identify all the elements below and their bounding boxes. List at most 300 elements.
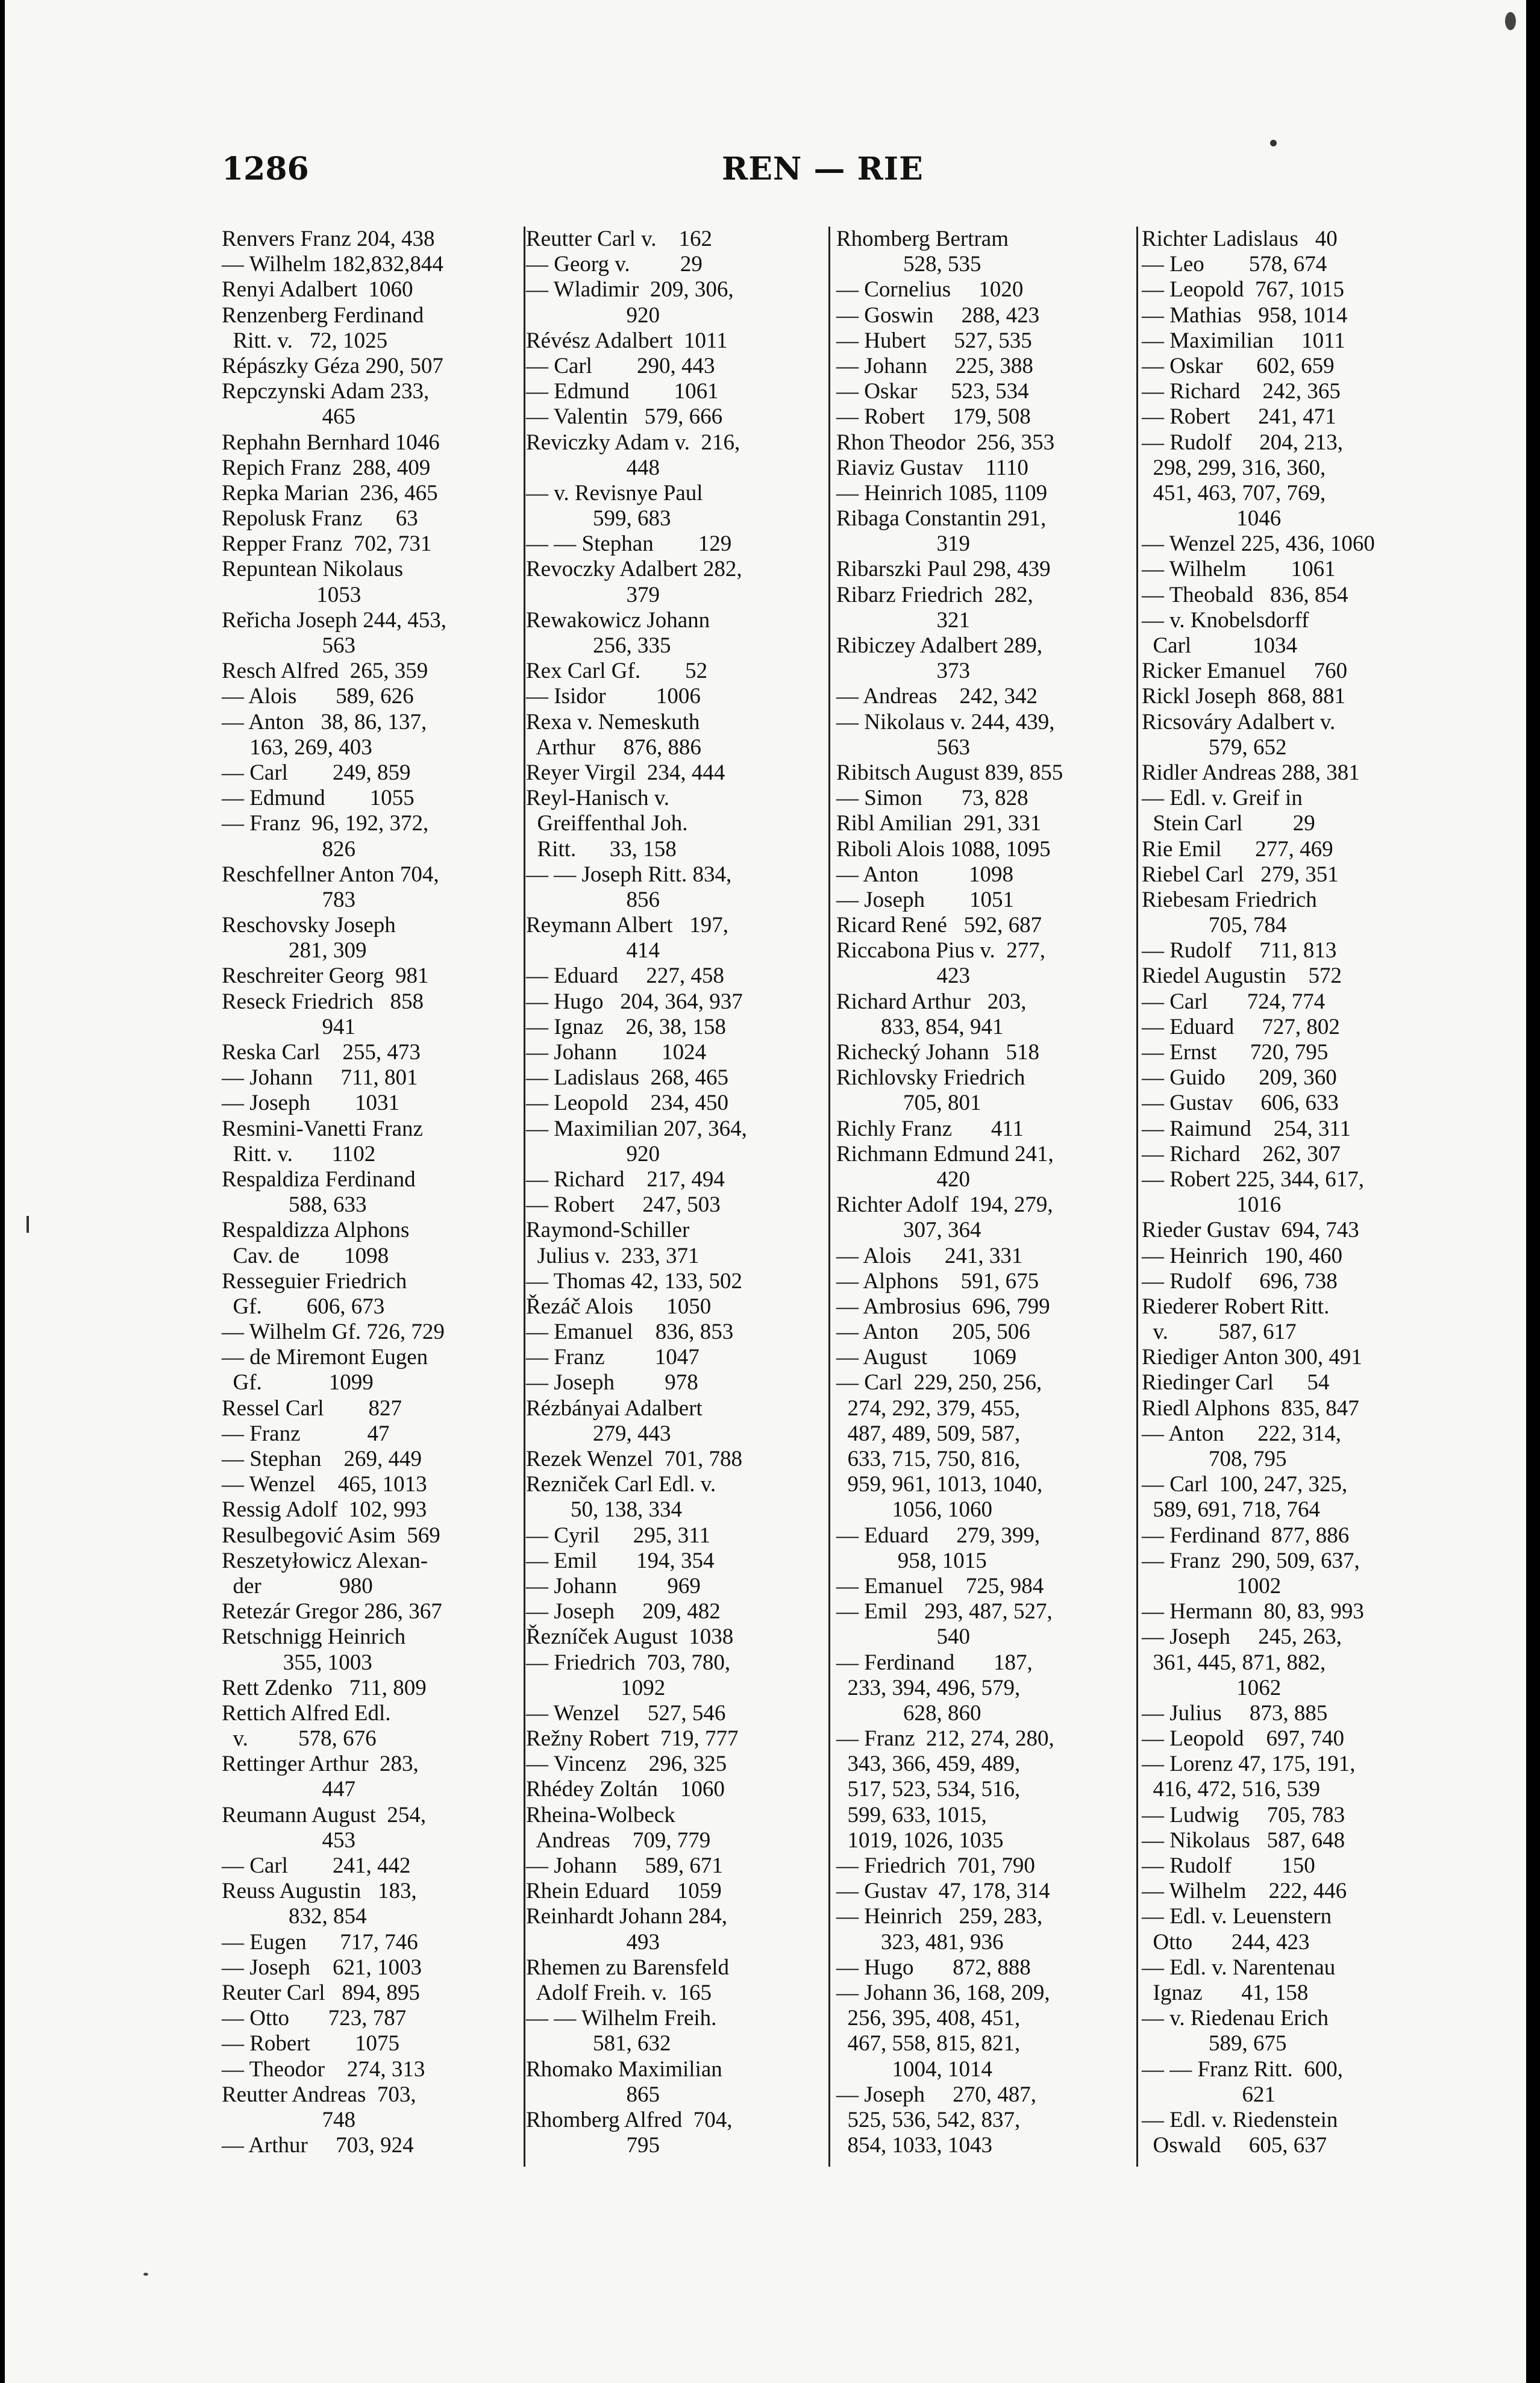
index-entry: Rett Zdenko 711, 809: [222, 1675, 427, 1700]
index-entry: Ribiczey Adalbert 289,: [836, 633, 1043, 658]
index-entry: Reviczky Adam v. 216,: [526, 430, 740, 455]
index-entry: Rhomako Maximilian: [526, 2056, 722, 2082]
index-column-1: [222, 227, 520, 2191]
index-entry: Ressig Adolf 102, 993: [222, 1497, 427, 1523]
index-entry: Richlovsky Friedrich: [836, 1065, 1025, 1091]
index-entry: — Richard 217, 494: [526, 1166, 725, 1192]
index-entry: — Carl 249, 859: [222, 760, 411, 785]
index-entry: — Maximilian 1011: [1142, 328, 1345, 353]
index-entry: Ribaga Constantin 291,: [836, 506, 1047, 531]
index-entry: 423: [836, 963, 970, 989]
index-entry: Reyl-Hanisch v.: [526, 786, 670, 811]
index-entry: Řezníček August 1038: [526, 1624, 734, 1650]
index-entry: — Mathias 958, 1014: [1142, 302, 1348, 328]
index-entry: 451, 463, 707, 769,: [1142, 480, 1326, 506]
index-entry: — Andreas 242, 342: [836, 684, 1038, 709]
index-entry: 958, 1015: [836, 1548, 987, 1573]
index-entry: — Heinrich 1085, 1109: [836, 480, 1048, 506]
index-entry: Reska Carl 255, 473: [222, 1040, 421, 1065]
index-entry: 319: [836, 531, 970, 557]
index-entry: — Wilhelm 182,832,844: [222, 252, 443, 277]
index-entry: 281, 309: [222, 938, 367, 963]
index-entry: — Theobald 836, 854: [1142, 582, 1348, 607]
index-entry: — Hugo 204, 364, 937: [526, 989, 743, 1014]
index-entry: — Gustav 47, 178, 314: [836, 1879, 1050, 1904]
index-entry: Ricker Emanuel 760: [1142, 659, 1348, 684]
index-entry: — Joseph 270, 487,: [836, 2082, 1036, 2107]
index-entry: — Ignaz 26, 38, 158: [526, 1014, 726, 1039]
index-entry: 416, 472, 516, 539: [1142, 1777, 1320, 1802]
index-entry: Rhomberg Bertram: [836, 227, 1009, 251]
index-entry: Reseck Friedrich 858: [222, 989, 424, 1014]
index-entry: — Oskar 602, 659: [1142, 353, 1335, 378]
index-entry: Ribarszki Paul 298, 439: [836, 557, 1051, 582]
index-entry: Reymann Albert 197,: [526, 913, 729, 938]
index-entry: 279, 443: [526, 1421, 671, 1446]
index-entry: — Ferdinand 877, 886: [1142, 1523, 1350, 1548]
index-entry: Reumann August 254,: [222, 1802, 427, 1827]
index-entry: Rie Emil 277, 469: [1142, 836, 1333, 862]
index-entry: Richecký Johann 518: [836, 1040, 1040, 1065]
index-entry: Reyer Virgil 234, 444: [526, 760, 725, 785]
index-entry: 599, 633, 1015,: [836, 1802, 987, 1827]
index-entry: Ignaz 41, 158: [1142, 1980, 1309, 2005]
index-entry: 621: [1142, 2082, 1276, 2107]
index-entry: 705, 784: [1142, 913, 1287, 938]
index-entry: 783: [222, 887, 355, 912]
index-entry: Richly Franz 411: [836, 1116, 1024, 1141]
index-entry: Riedel Augustin 572: [1142, 963, 1342, 989]
index-entry: Riaviz Gustav 1110: [836, 455, 1028, 480]
index-entry: Rieder Gustav 694, 743: [1142, 1218, 1359, 1243]
index-entry: Ritt. 33, 158: [526, 836, 677, 862]
index-entry: — Ferdinand 187,: [836, 1650, 1033, 1675]
index-entry: — Franz 1047: [526, 1345, 700, 1370]
index-entry: 708, 795: [1142, 1447, 1287, 1471]
index-entry: Richter Adolf 194, 279,: [836, 1192, 1053, 1218]
index-entry: Ressel Carl 827: [222, 1395, 402, 1421]
index-entry: 414: [526, 938, 660, 963]
index-entry: 1004, 1014: [836, 2056, 992, 2082]
index-entry: Ribarz Friedrich 282,: [836, 582, 1033, 607]
index-entry: 1092: [526, 1675, 666, 1700]
index-entry: 832, 854: [222, 1904, 367, 1929]
index-entry: 920: [526, 302, 660, 328]
index-entry: — — Franz Ritt. 600,: [1142, 2056, 1344, 2082]
index-entry: 307, 364: [836, 1218, 981, 1243]
index-entry: 233, 394, 496, 579,: [836, 1675, 1021, 1700]
index-entry: v. 587, 617: [1142, 1320, 1297, 1345]
index-entry: Rezniček Carl Edl. v.: [526, 1472, 716, 1497]
index-entry: 941: [222, 1014, 355, 1039]
index-entry: 865: [526, 2082, 660, 2107]
index-entry: — Hubert 527, 535: [836, 328, 1032, 353]
index-entry: 1056, 1060: [836, 1497, 992, 1523]
print-dot: [1270, 140, 1277, 146]
index-entry: Rhemen zu Barensfeld: [526, 1955, 729, 1980]
index-entry: 361, 445, 871, 882,: [1142, 1650, 1326, 1675]
index-entry: Ribl Amilian 291, 331: [836, 811, 1042, 836]
index-entry: — Wilhelm 1061: [1142, 557, 1336, 582]
index-entry: — Friedrich 701, 790: [836, 1853, 1035, 1878]
index-entry: — Robert 247, 503: [526, 1192, 721, 1218]
index-entry: — Edl. v. Narentenau: [1142, 1955, 1336, 1980]
index-entry: 1019, 1026, 1035: [836, 1827, 1004, 1853]
index-entry: — Eugen 717, 746: [222, 1929, 418, 1955]
margin-mark: [27, 1216, 29, 1233]
index-entry: — Nikolaus 587, 648: [1142, 1827, 1345, 1853]
index-entry: — Leo 578, 674: [1142, 252, 1327, 277]
index-entry: Renzenberg Ferdinand: [222, 302, 424, 328]
index-entry: 1062: [1142, 1675, 1282, 1700]
index-entry: Gf. 606, 673: [222, 1294, 385, 1319]
index-entry: — Emanuel 836, 853: [526, 1320, 734, 1345]
index-entry: Reuss Augustin 183,: [222, 1879, 417, 1904]
index-entry: 323, 481, 936: [836, 1929, 1004, 1955]
index-entry: — Anton 205, 506: [836, 1320, 1030, 1345]
index-entry: — Heinrich 190, 460: [1142, 1243, 1342, 1268]
index-entry: Gf. 1099: [222, 1370, 374, 1395]
index-entry: — Isidor 1006: [526, 684, 701, 709]
index-entry: — — Stephan 129: [526, 531, 732, 557]
index-entry: — Franz 212, 274, 280,: [836, 1726, 1054, 1752]
index-entry: v. 578, 676: [222, 1726, 377, 1752]
index-entry: Rickl Joseph 868, 881: [1142, 684, 1346, 709]
index-entry: — Alois 589, 626: [222, 684, 414, 709]
index-entry: 920: [526, 1141, 660, 1166]
index-entry: Reschovsky Joseph: [222, 913, 396, 938]
index-entry: Carl 1034: [1142, 633, 1297, 658]
index-entry: Rhon Theodor 256, 353: [836, 430, 1055, 455]
index-entry: 355, 1003: [222, 1650, 372, 1675]
index-entry: — Ernst 720, 795: [1142, 1040, 1329, 1065]
index-entry: — Richard 262, 307: [1142, 1141, 1341, 1166]
index-entry: 959, 961, 1013, 1040,: [836, 1472, 1043, 1497]
index-entry: Revoczky Adalbert 282,: [526, 557, 742, 582]
index-entry: Julius v. 233, 371: [526, 1243, 700, 1268]
index-entry: Repczynski Adam 233,: [222, 379, 430, 404]
column-rule: [1136, 227, 1138, 2167]
index-entry: 795: [526, 2133, 660, 2158]
index-entry: Reschreiter Georg 981: [222, 963, 429, 989]
index-entry: 1053: [222, 582, 362, 607]
index-entry: 274, 292, 379, 455,: [836, 1395, 1021, 1421]
index-entry: 528, 535: [836, 252, 981, 277]
index-entry: — Johann 36, 168, 209,: [836, 1980, 1050, 2005]
index-entry: — Rudolf 711, 813: [1142, 938, 1337, 963]
index-entry: 563: [222, 633, 355, 658]
page-header: [5, 151, 1526, 199]
index-entry: — v. Riedenau Erich: [1142, 2006, 1329, 2031]
index-entry: 373: [836, 659, 970, 684]
index-entry: Andreas 709, 779: [526, 1827, 711, 1853]
column-rule: [524, 227, 525, 2167]
index-column-4: [1142, 227, 1440, 2191]
index-entry: 856: [526, 887, 660, 912]
index-entry: 826: [222, 836, 355, 862]
index-entry: Rewakowicz Johann: [526, 607, 710, 633]
index-entry: — Lorenz 47, 175, 191,: [1142, 1752, 1356, 1777]
index-entry: — Rudolf 150: [1142, 1853, 1315, 1878]
index-entry: — Johann 969: [526, 1573, 701, 1599]
index-entry: — Vincenz 296, 325: [526, 1752, 727, 1777]
index-entry: Rexa v. Nemeskuth: [526, 709, 700, 734]
index-entry: — Franz 96, 192, 372,: [222, 811, 429, 836]
index-entry: — Edl. v. Greif in: [1142, 786, 1303, 811]
index-entry: Arthur 876, 886: [526, 734, 701, 760]
index-entry: 298, 299, 316, 360,: [1142, 455, 1326, 480]
index-entry: der 980: [222, 1573, 373, 1599]
index-entry: — Rudolf 696, 738: [1142, 1268, 1338, 1294]
index-entry: — Simon 73, 828: [836, 786, 1028, 811]
index-entry: Riedinger Carl 54: [1142, 1370, 1330, 1395]
index-entry: 633, 715, 750, 816,: [836, 1447, 1021, 1471]
index-entry: Retezár Gregor 286, 367: [222, 1599, 442, 1624]
index-entry: 465: [222, 404, 355, 430]
index-entry: — Joseph 621, 1003: [222, 1955, 422, 1980]
index-entry: — Rudolf 204, 213,: [1142, 430, 1344, 455]
index-column-3: [836, 227, 1135, 2191]
index-entry: 589, 691, 718, 764: [1142, 1497, 1320, 1523]
index-entry: — Carl 229, 250, 256,: [836, 1370, 1042, 1395]
index-entry: Repich Franz 288, 409: [222, 455, 431, 480]
index-entry: — Carl 290, 443: [526, 353, 715, 378]
index-entry: Rheina-Wolbeck: [526, 1802, 675, 1827]
index-entry: Renyi Adalbert 1060: [222, 277, 413, 302]
index-entry: Répászky Géza 290, 507: [222, 353, 443, 378]
index-entry: Richmann Edmund 241,: [836, 1141, 1054, 1166]
index-entry: — Julius 873, 885: [1142, 1700, 1328, 1726]
index-entry: — Hugo 872, 888: [836, 1955, 1031, 1980]
index-entry: Reřicha Joseph 244, 453,: [222, 607, 447, 633]
index-entry: Adolf Freih. v. 165: [526, 1980, 712, 2005]
index-entry: — Edmund 1061: [526, 379, 719, 404]
index-entry: Reschfellner Anton 704,: [222, 862, 439, 887]
index-entry: — Franz 290, 509, 637,: [1142, 1548, 1360, 1573]
index-entry: Riccabona Pius v. 277,: [836, 938, 1046, 963]
index-entry: — Emanuel 725, 984: [836, 1573, 1044, 1599]
index-entry: — v. Knobelsdorff: [1142, 607, 1309, 633]
index-entry: Resmini-Vanetti Franz: [222, 1116, 423, 1141]
index-entry: Ritt. v. 1102: [222, 1141, 376, 1166]
index-entry: — Franz 47: [222, 1421, 390, 1446]
index-entry: — Wilhelm Gf. 726, 729: [222, 1320, 445, 1345]
index-entry: — Oskar 523, 534: [836, 379, 1029, 404]
index-entry: — Emil 293, 487, 527,: [836, 1599, 1053, 1624]
index-entry: — Thomas 42, 133, 502: [526, 1268, 743, 1294]
index-entry: — Carl 100, 247, 325,: [1142, 1472, 1348, 1497]
index-entry: — — Joseph Ritt. 834,: [526, 862, 732, 887]
index-entry: — Joseph 1031: [222, 1091, 399, 1116]
index-entry: — Carl 724, 774: [1142, 989, 1326, 1014]
index-entry: — Anton 1098: [836, 862, 1013, 887]
index-entry: Rézbányai Adalbert: [526, 1395, 703, 1421]
index-entry: Richard Arthur 203,: [836, 989, 1027, 1014]
index-entry: Reutter Carl v. 162: [526, 227, 712, 251]
index-entry: — Robert 225, 344, 617,: [1142, 1166, 1364, 1192]
index-entry: — Joseph 245, 263,: [1142, 1624, 1342, 1650]
index-entry: Reutter Andreas 703,: [222, 2082, 416, 2107]
index-entry: — Heinrich 259, 283,: [836, 1904, 1043, 1929]
index-entry: — Guido 209, 360: [1142, 1065, 1337, 1091]
index-entry: 256, 335: [526, 633, 671, 658]
index-entry: Greiffenthal Joh.: [526, 811, 688, 836]
index-entry: 1002: [1142, 1573, 1282, 1599]
index-entry: — Valentin 579, 666: [526, 404, 723, 430]
index-entry: Reuter Carl 894, 895: [222, 1980, 420, 2005]
index-entry: — Stephan 269, 449: [222, 1447, 422, 1471]
index-entry: — Georg v. 29: [526, 252, 703, 277]
index-entry: 487, 489, 509, 587,: [836, 1421, 1021, 1446]
index-entry: Ritt. v. 72, 1025: [222, 328, 388, 353]
index-entry: 705, 801: [836, 1091, 981, 1116]
index-entry: — Raimund 254, 311: [1142, 1116, 1351, 1141]
index-entry: 540: [836, 1624, 970, 1650]
index-entry: — Joseph 978: [526, 1370, 698, 1395]
index-entry: 448: [526, 455, 660, 480]
index-entry: — Wenzel 527, 546: [526, 1700, 726, 1726]
index-entry: Reszetyłowicz Alexan-: [222, 1548, 428, 1573]
index-entry: — Hermann 80, 83, 993: [1142, 1599, 1364, 1624]
index-entry: Resseguier Friedrich: [222, 1268, 407, 1294]
index-entry: Rephahn Bernhard 1046: [222, 430, 440, 455]
page-number: 1286: [222, 151, 309, 187]
column-rule: [828, 227, 830, 2167]
index-entry: — Arthur 703, 924: [222, 2133, 414, 2158]
index-entry: Respaldizza Alphons: [222, 1218, 410, 1243]
index-entry: Řezáč Alois 1050: [526, 1294, 712, 1319]
index-entry: — Eduard 227, 458: [526, 963, 724, 989]
index-entry: Ricard René 592, 687: [836, 913, 1042, 938]
index-entry: — Wenzel 225, 436, 1060: [1142, 531, 1375, 557]
index-entry: — Carl 241, 442: [222, 1853, 411, 1878]
index-entry: Rhein Eduard 1059: [526, 1879, 722, 1904]
index-entry: 447: [222, 1777, 355, 1802]
index-entry: Riediger Anton 300, 491: [1142, 1345, 1362, 1370]
index-entry: Rettinger Arthur 283,: [222, 1752, 419, 1777]
index-entry: — Johann 589, 671: [526, 1853, 723, 1878]
index-entry: 256, 395, 408, 451,: [836, 2006, 1021, 2031]
index-entry: Rhomberg Alfred 704,: [526, 2107, 733, 2132]
index-entry: Cav. de 1098: [222, 1243, 389, 1268]
index-entry: — Cornelius 1020: [836, 277, 1024, 302]
index-entry: Ridler Andreas 288, 381: [1142, 760, 1360, 785]
index-entry: 467, 558, 815, 821,: [836, 2031, 1021, 2056]
index-entry: 1046: [1142, 506, 1282, 531]
index-entry: Riedl Alphons 835, 847: [1142, 1395, 1359, 1421]
index-entry: Riebel Carl 279, 351: [1142, 862, 1339, 887]
index-entry: — — Wilhelm Freih.: [526, 2006, 717, 2031]
index-entry: — Eduard 727, 802: [1142, 1014, 1340, 1039]
index-entry: — Joseph 209, 482: [526, 1599, 721, 1624]
index-entry: Rex Carl Gf. 52: [526, 659, 708, 684]
index-entry: Riboli Alois 1088, 1095: [836, 836, 1051, 862]
index-entry: Ricsováry Adalbert v.: [1142, 709, 1336, 734]
index-entry: 343, 366, 459, 489,: [836, 1752, 1021, 1777]
index-entry: 163, 269, 403: [222, 734, 372, 760]
index-entry: 854, 1033, 1043: [836, 2133, 992, 2158]
index-column-2: [526, 227, 824, 2191]
index-entry: — Alois 241, 331: [836, 1243, 1023, 1268]
index-entry: 525, 536, 542, 837,: [836, 2107, 1021, 2132]
index-entry: — Ludwig 705, 783: [1142, 1802, 1345, 1827]
index-entry: Otto 244, 423: [1142, 1929, 1310, 1955]
index-entry: 563: [836, 734, 970, 760]
index-entry: — Johann 711, 801: [222, 1065, 418, 1091]
index-entry: — Theodor 274, 313: [222, 2056, 425, 2082]
index-entry: — Leopold 767, 1015: [1142, 277, 1345, 302]
index-entry: Richter Ladislaus 40: [1142, 227, 1338, 251]
index-entry: Resulbegović Asim 569: [222, 1523, 440, 1548]
index-entry: Repolusk Franz 63: [222, 506, 418, 531]
index-entry: Riebesam Friedrich: [1142, 887, 1317, 912]
index-entry: Riederer Robert Ritt.: [1142, 1294, 1330, 1319]
index-entry: — Emil 194, 354: [526, 1548, 715, 1573]
index-entry: 588, 633: [222, 1192, 367, 1218]
index-entry: 589, 675: [1142, 2031, 1287, 2056]
index-entry: Repka Marian 236, 465: [222, 480, 438, 506]
index-entry: Repper Franz 702, 731: [222, 531, 432, 557]
index-entry: 517, 523, 534, 516,: [836, 1777, 1021, 1802]
index-entry: 833, 854, 941: [836, 1014, 1004, 1039]
index-entry: — Robert 241, 471: [1142, 404, 1336, 430]
index-entry: 379: [526, 582, 660, 607]
index-entry: 453: [222, 1827, 355, 1853]
index-entry: — Edmund 1055: [222, 786, 415, 811]
index-entry: Rezek Wenzel 701, 788: [526, 1447, 743, 1471]
index-entry: 1016: [1142, 1192, 1282, 1218]
index-entry: — Alphons 591, 675: [836, 1268, 1039, 1294]
index-entry: Reinhardt Johann 284,: [526, 1904, 727, 1929]
speck: [1505, 12, 1516, 30]
index-entry: — Otto 723, 787: [222, 2006, 407, 2031]
index-entry: Raymond-Schiller: [526, 1218, 690, 1243]
index-entry: Respaldiza Ferdinand: [222, 1166, 416, 1192]
index-entry: — de Miremont Eugen: [222, 1345, 428, 1370]
index-entry: — Edl. v. Leuenstern: [1142, 1904, 1332, 1929]
book-page: [5, 0, 1526, 2383]
index-entry: — Eduard 279, 399,: [836, 1523, 1041, 1548]
index-entry: 420: [836, 1166, 970, 1192]
index-entry: 599, 683: [526, 506, 671, 531]
index-entry: — Wilhelm 222, 446: [1142, 1879, 1347, 1904]
index-entry: — August 1069: [836, 1345, 1017, 1370]
index-entry: — Johann 225, 388: [836, 353, 1033, 378]
index-entry: 579, 652: [1142, 734, 1287, 760]
index-entry: — Goswin 288, 423: [836, 302, 1040, 328]
index-entry: 321: [836, 607, 970, 633]
index-entry: Stein Carl 29: [1142, 811, 1315, 836]
index-entry: — Ambrosius 696, 799: [836, 1294, 1050, 1319]
index-entry: — Robert 1075: [222, 2031, 399, 2056]
index-entry: — Friedrich 703, 780,: [526, 1650, 731, 1675]
index-entry: — Ladislaus 268, 465: [526, 1065, 729, 1091]
index-entry: — Anton 38, 86, 137,: [222, 709, 427, 734]
index-entry: Resch Alfred 265, 359: [222, 659, 428, 684]
index-entry: — Robert 179, 508: [836, 404, 1031, 430]
speck: [143, 2273, 148, 2276]
index-entry: Oswald 605, 637: [1142, 2133, 1327, 2158]
index-entry: — Gustav 606, 633: [1142, 1091, 1339, 1116]
index-entry: — Leopold 234, 450: [526, 1091, 729, 1116]
index-entry: — Richard 242, 365: [1142, 379, 1341, 404]
index-entry: Renvers Franz 204, 438: [222, 227, 435, 251]
index-entry: Režny Robert 719, 777: [526, 1726, 739, 1752]
index-entry: — Anton 222, 314,: [1142, 1421, 1341, 1446]
index-entry: 493: [526, 1929, 660, 1955]
index-entry: Rettich Alfred Edl.: [222, 1700, 391, 1726]
index-entry: Révész Adalbert 1011: [526, 328, 728, 353]
